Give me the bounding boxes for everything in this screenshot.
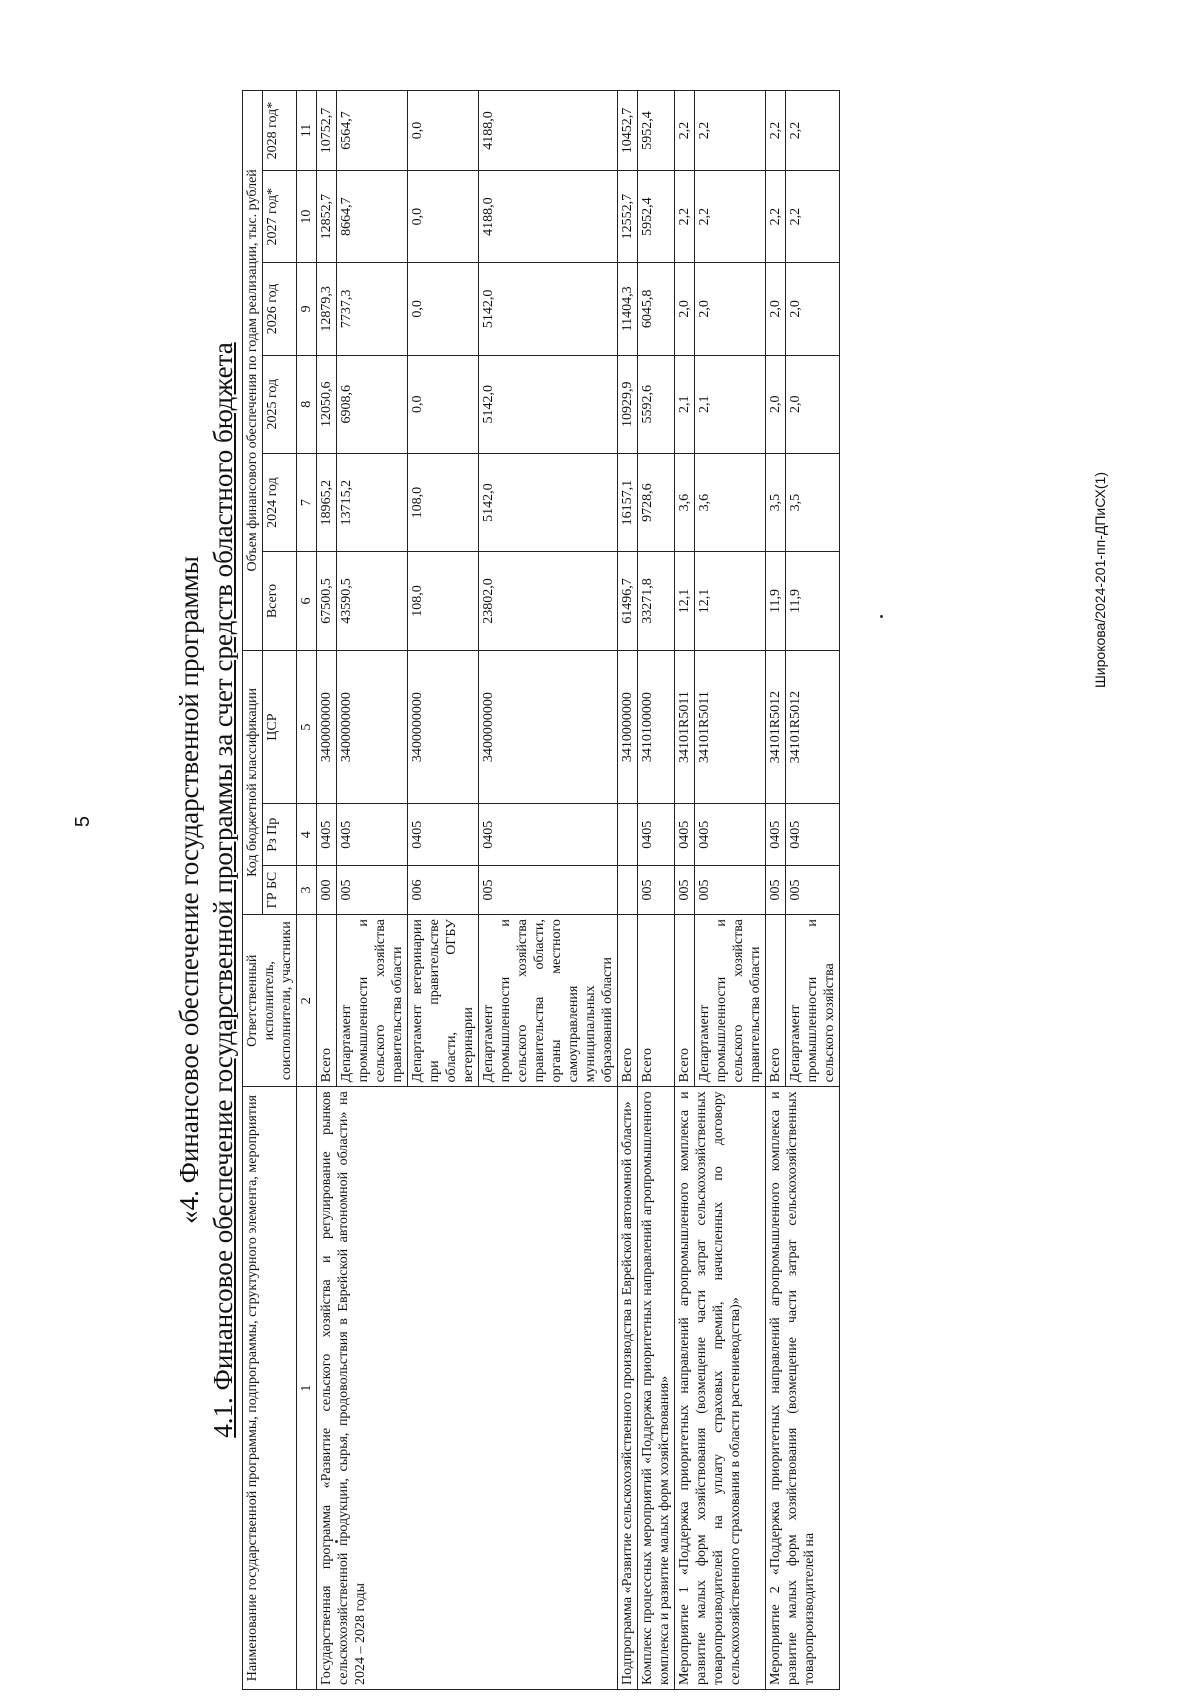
table-row: Государственная программа «Развитие сельского хозяйства и регулирование рынков сельскохозяйственной продукции, сырья, продовольствия в Еврейской автономной области» на 2024 – 2028 годы Всего 000 0405 3400000000 67500,5 18965,2 12050,6 12879,3 12852,7 10752,7 xyxy=(317,91,337,1690)
table-row: Департамент ветеринарии при правительстве области, ОГБУ ветеринарии 006 0405 3400000000 108,0 108,0 0,0 0,0 0,0 0,0 xyxy=(408,91,479,1690)
process-complex-name: Комплекс процессных мероприятий «Поддержка приоритетных направлений агропромышленного комплекса и развитие малых форм хозяйствования» xyxy=(638,1087,675,1690)
table-row: Департамент промышленности и сельского хозяйства правительства области 005 0405 3400000000 43590,5 13715,2 6908,6 7737,3 8664,7 6564,7 xyxy=(337,91,408,1690)
header-budget-code: Код бюджетной классификации xyxy=(243,650,263,914)
table-row: Департамент промышленности и сельского хозяйства правительства области, органы местного самоуправления муниципальных образований области 005 0405 3400000000 23802,0 5142,0 5142,0 5142,0 4188,0 4188,0 xyxy=(479,91,618,1690)
header-2024: 2024 год xyxy=(263,453,297,551)
header-rzpr: Рз Пр xyxy=(263,804,297,865)
header-volume: Объем финансового обеспечения по годам реализации, тыс. рублей xyxy=(243,91,263,651)
section-title: «4. Финансовое обеспечение государственной программы xyxy=(174,556,204,1224)
header-2027: 2027 год* xyxy=(263,171,297,263)
column-number-row: 1 2 3 4 5 6 7 8 9 10 11 xyxy=(297,91,317,1690)
measure-1-name: Мероприятие 1 «Поддержка приоритетных направлений агропромышленного комплекса и развитие малых форм хозяйствования (возмещение части затрат сельскохозяйственных товаропроизводителей на уплату страховых премий, начисленных по договору сельскохозяйственного страхования в области растениеводства)» xyxy=(675,1087,766,1690)
subprogram-name: Подпрограмма «Развитие сельскохозяйственного производства в Еврейской автономной области» xyxy=(618,1087,638,1690)
table-header-row xyxy=(243,91,263,1690)
table-row: Подпрограмма «Развитие сельскохозяйственного производства в Еврейской автономной области» Всего 3410000000 61496,7 16157,1 10929,9 11404,3 12552,7 10452,7 xyxy=(618,91,638,1690)
titles xyxy=(172,90,240,1690)
header-total: Всего xyxy=(263,552,297,650)
program-name: Государственная программа «Развитие сельского хозяйства и регулирование рынков сельскохозяйственной продукции, сырья, продовольствия в Еврейской автономной области» на 2024 – 2028 годы xyxy=(317,1087,618,1690)
subsection-title: 4.1. Финансовое обеспечение государственной программы за счет средств областного бюджета xyxy=(208,342,238,1438)
header-2025: 2025 год xyxy=(263,355,297,453)
measure-2-name: Мероприятие 2 «Поддержка приоритетных направлений агропромышленного комплекса и развитие малых форм хозяйствования (возмещение части затрат сельскохозяйственных товаропроизводителей на xyxy=(766,1087,840,1690)
table-row: Департамент промышленности и сельского хозяйства 005 0405 34101R5012 11,9 3,5 2,0 2,0 2,2 2,2 xyxy=(786,91,840,1690)
header-2028: 2028 год* xyxy=(263,91,297,171)
document-code: Широкова/2024-201-пп-ДПиСХ(1) xyxy=(1092,471,1108,689)
header-csr: ЦСР xyxy=(263,650,297,804)
header-name: Наименование государственной программы, подпрограммы, структурного элемента, мероприятия xyxy=(243,1087,297,1690)
table-row: Мероприятие 2 «Поддержка приоритетных направлений агропромышленного комплекса и развитие малых форм хозяйствования (возмещение части затрат сельскохозяйственных товаропроизводителей на Всего 005 0405 34101R5012 11,9 3,5 2,0 2,0 2,2 2,2 xyxy=(766,91,786,1690)
page-number: 5 xyxy=(72,815,95,828)
table-row: Комплекс процессных мероприятий «Поддержка приоритетных направлений агропромышленного комплекса и развитие малых форм хозяйствования» Всего 005 0405 3410100000 33271,8 9728,6 5592,6 6045,8 5952,4 5952,4 xyxy=(638,91,675,1690)
table-row: Департамент промышленности и сельского хозяйства правительства области 005 0405 34101R5011 12,1 3,6 2,1 2,0 2,2 2,2 xyxy=(695,91,766,1690)
header-grbs: ГР БС xyxy=(263,865,297,914)
table-row: Мероприятие 1 «Поддержка приоритетных направлений агропромышленного комплекса и развитие малых форм хозяйствования (возмещение части затрат сельскохозяйственных товаропроизводителей на уплату страховых премий, начисленных по договору сельскохозяйственного страхования в области растениеводства)» Всего 005 0405 34101R5011 12,1 3,6 2,1 2,0 2,2 2,2 xyxy=(675,91,695,1690)
rotated-page-content xyxy=(172,90,1072,1690)
header-executor: Ответственный исполнитель, соисполнители, участники xyxy=(243,915,297,1087)
financing-table xyxy=(242,90,840,1690)
header-2026: 2026 год xyxy=(263,263,297,355)
